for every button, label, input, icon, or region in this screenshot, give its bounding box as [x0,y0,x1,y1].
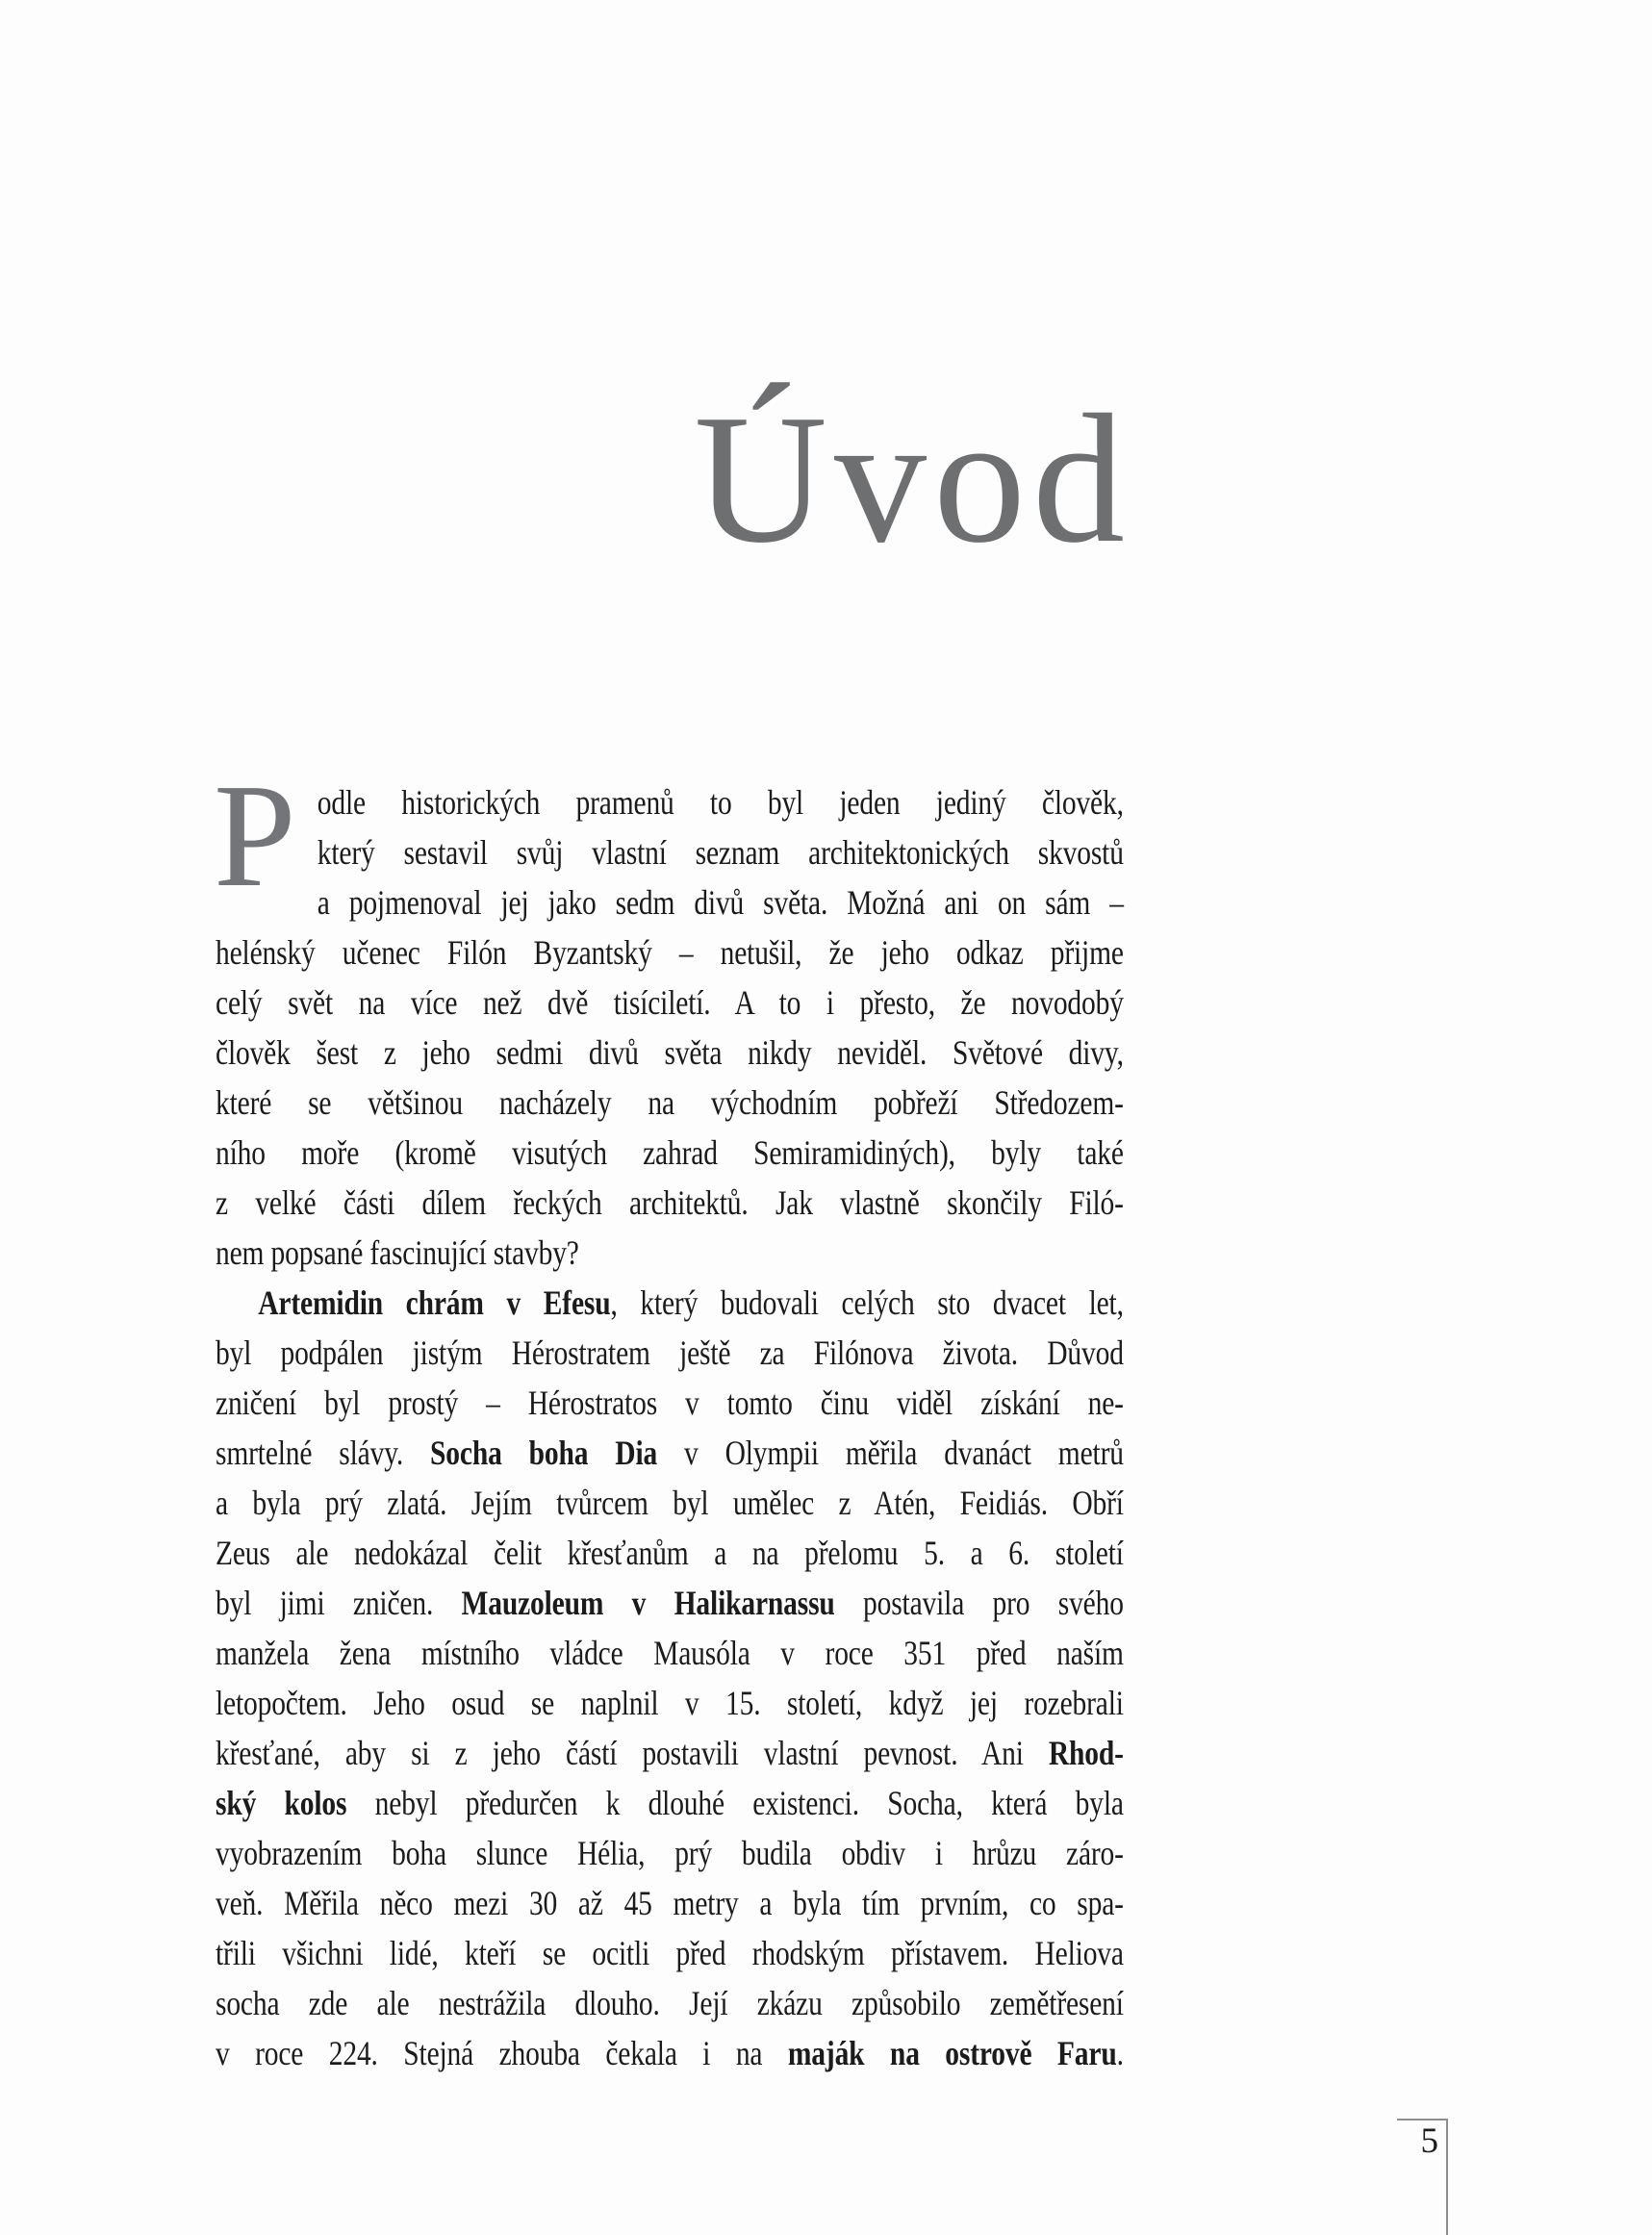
text-line [216,2028,1124,2078]
text-line [216,1328,1124,1378]
text-segment: a byla prý zlatá. Jejím tvůrcem byl umělec z Atén, Feidiás. Obří [216,1484,1124,1522]
bold-term: ský kolos [216,1784,347,1822]
bold-term: Rhod- [1048,1734,1124,1772]
text-line [216,1228,1124,1278]
text-line [216,1028,1124,1078]
drop-cap-spacer [216,777,318,927]
text-segment: ního moře (kromě visutých zahrad Semiramidiných), byly také [216,1133,1124,1172]
text-segment: vyobrazením boha slunce Hélia, prý budila obdiv i hrůzu záro- [216,1834,1124,1872]
text-segment: člověk šest z jeho sedmi divů světa nikdy neviděl. Světové divy, [216,1033,1124,1072]
text-segment: nem popsané fascinující stavby? [216,1233,579,1272]
bold-term: Artemidin chrám v Efesu [258,1283,611,1322]
text-segment: a pojmenoval jej jako sedm divů světa. Možná ani on sám – [317,883,1124,922]
text-line [216,877,1124,927]
chapter-title: Úvod [694,376,1131,581]
text-segment: helénský učenec Filón Byzantský – netušil, že jeho odkaz přijme [216,933,1124,972]
bold-term: Mauzoleum v Halikarnassu [461,1584,835,1622]
text-segment: letopočtem. Jeho osud se naplnil v 15. století, když jej rozebrali [216,1684,1124,1722]
page-number: 5 [1420,2121,1438,2161]
drop-cap: P [214,754,296,918]
text-segment: z velké části dílem řeckých architektů. Jak vlastně skončily Filó- [216,1183,1124,1222]
text-segment: . [1116,2034,1124,2072]
text-line [216,1978,1124,2028]
text-line [216,978,1124,1028]
text-line [216,1128,1124,1178]
text-line [216,927,1124,978]
text-segment: byl jimi zničen. [216,1584,462,1622]
text-segment: zničení byl prostý – Hérostratos v tomto činu viděl získání ne- [216,1384,1124,1422]
text-line [216,777,1124,827]
text-line [216,1928,1124,1978]
paragraph [216,777,1124,1278]
text-segment: byl podpálen jistým Hérostratem ještě za Filónova života. Důvod [216,1333,1124,1372]
text-line [216,827,1124,877]
body-text [216,777,1124,2078]
text-segment: který sestavil svůj vlastní seznam architektonických skvostů [317,833,1124,872]
bold-term: maják na ostrově Faru [787,2034,1117,2072]
text-segment: manžela žena místního vládce Mausóla v roce 351 před naším [216,1634,1124,1672]
text-line [216,1278,1124,1328]
text-line [216,1528,1124,1578]
text-line [216,1878,1124,1928]
text-line [216,1778,1124,1828]
text-segment: socha zde ale nestrážila dlouho. Její zkázu způsobilo zemětřesení [216,1984,1124,2022]
text-line [216,1678,1124,1728]
text-line [216,1178,1124,1228]
text-segment: smrtelné slávy. [216,1434,431,1472]
text-segment: křesťané, aby si z jeho částí postavili vlastní pevnost. Ani [216,1734,1049,1772]
text-segment: které se většinou nacházely na východním pobřeží Středozem- [216,1083,1124,1122]
text-segment: odle historických pramenů to byl jeden jediný člověk, [317,783,1124,822]
text-segment: Zeus ale nedokázal čelit křesťanům a na přelomu 5. a 6. století [216,1534,1124,1572]
text-line [216,1428,1124,1478]
text-line [216,1628,1124,1678]
page-number-box [1397,2119,1448,2235]
text-line [216,1378,1124,1428]
text-segment: nebyl předurčen k dlouhé existenci. Socha, která byla [346,1784,1124,1822]
text-segment: v roce 224. Stejná zhouba čekala i na [216,2034,788,2072]
text-line [216,1578,1124,1628]
text-line [216,1728,1124,1778]
bold-term: Socha boha Dia [430,1434,658,1472]
text-segment: celý svět na více než dvě tisíciletí. A to i přesto, že novodobý [216,983,1124,1022]
text-segment: třili všichni lidé, kteří se ocitli před rhodským přístavem. Heliova [216,1934,1124,1972]
text-line [216,1078,1124,1128]
text-line [216,1828,1124,1878]
paragraph [216,1278,1124,2078]
text-segment: postavila pro svého [834,1584,1124,1622]
text-line [216,1478,1124,1528]
text-segment: , který budovali celých sto dvacet let, [610,1283,1124,1322]
text-segment: v Olympii měřila dvanáct metrů [657,1434,1124,1472]
text-segment: veň. Měřila něco mezi 30 až 45 metry a byla tím prvním, co spa- [216,1884,1124,1922]
